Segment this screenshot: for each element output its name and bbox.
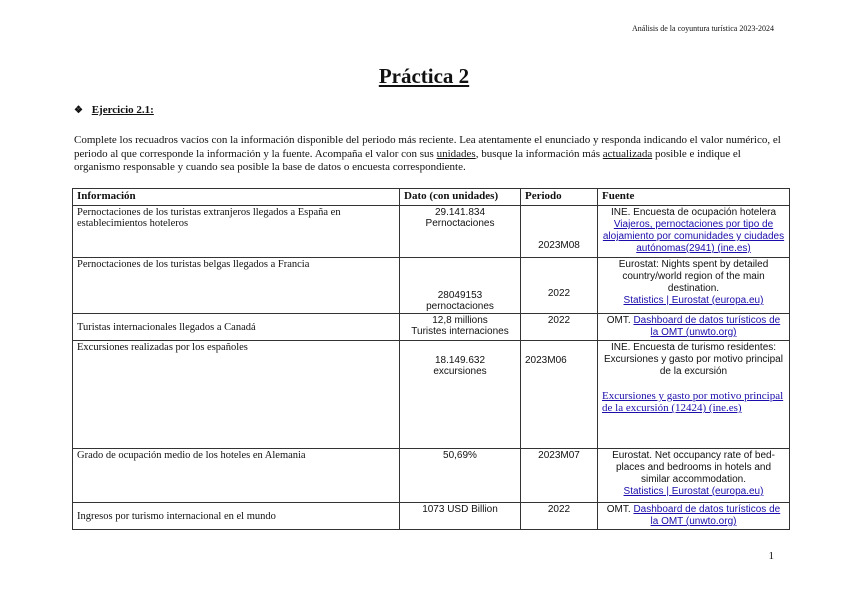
cell-info: Pernoctaciones de los turistas extranjeros llegados a España en establecimientos hoteleros (73, 206, 400, 258)
table-header-row (73, 189, 790, 206)
dato-value: 29.141.834 (434, 207, 486, 218)
cell-dato[interactable] (400, 258, 521, 314)
cell-info: Turistas internacionales llegados a Canadá (73, 314, 400, 341)
dato-unit: Pernoctaciones (425, 218, 495, 229)
intro-underlined-units: unidades (436, 147, 476, 160)
table-row (73, 341, 790, 449)
cell-dato[interactable] (400, 341, 521, 449)
cell-fuente (598, 449, 790, 503)
intro-text-1: Complete los recuadros vacíos con la información disponible del periodo más reciente. Lea atentamente el enunciado y responda indicando el valor numérico, el periodo al que corresponde la información y la fuente. Acompaña el valor con sus (74, 134, 781, 160)
intro-underlined-updated: actualizada (602, 147, 653, 160)
dato-unit: excursiones (433, 366, 487, 377)
cell-dato[interactable] (400, 314, 521, 341)
intro-paragraph (74, 134, 786, 175)
page-number: 1 (768, 550, 774, 562)
fuente-text: OMT. (606, 315, 631, 326)
cell-dato[interactable]: 1073 USD Billion (400, 503, 521, 530)
fuente-link[interactable]: Viajeros, pernoctaciones por tipo de alojamiento por comunidades y ciudades autónomas(2941) (ine.es) (602, 219, 785, 254)
cell-periodo[interactable]: 2022 (521, 314, 598, 341)
fuente-text: OMT. (606, 504, 631, 515)
intro-text-2: , busque la información más (475, 147, 603, 160)
table-row (73, 503, 790, 530)
cell-info: Grado de ocupación medio de los hoteles en Alemania (73, 449, 400, 503)
dato-value: 12,8 millions (432, 315, 488, 326)
fuente-link[interactable]: Statistics | Eurostat (europa.eu) (623, 486, 764, 497)
dato-value: 18.149.632 (434, 355, 486, 366)
fuente-text: Eurostat. Net occupancy rate of bed-places and bedrooms in hotels and similar accommodation. (612, 450, 775, 485)
header-periodo: Periodo (521, 189, 598, 206)
cell-fuente (598, 258, 790, 314)
fuente-link[interactable]: Dashboard de datos turísticos de la OMT (unwto.org) (633, 504, 781, 527)
cell-dato[interactable]: 50,69% (400, 449, 521, 503)
page-title: Práctica 2 (378, 64, 470, 88)
dato-value: 28049153 (437, 290, 483, 301)
dato-unit: Turistes internaciones (411, 326, 509, 337)
cell-fuente (598, 341, 790, 449)
fuente-link[interactable]: Excursiones y gasto por motivo principal de la excursión (12424) (ine.es) (602, 390, 784, 414)
cell-periodo[interactable]: 2023M08 (521, 206, 598, 258)
fuente-link[interactable]: Dashboard de datos turísticos de la OMT (unwto.org) (633, 315, 781, 338)
table-row (73, 449, 790, 503)
cell-dato[interactable] (400, 206, 521, 258)
cell-info: Ingresos por turismo internacional en el mundo (73, 503, 400, 530)
intro-text-3: posible e indique el organismo responsable y cuando sea posible la base de datos o encuesta correspondiente. (74, 147, 741, 173)
table-row (73, 258, 790, 314)
cell-periodo[interactable]: 2022 (521, 503, 598, 530)
data-table (72, 188, 790, 530)
fuente-text: INE. Encuesta de ocupación hotelera (610, 207, 777, 218)
exercise-heading (74, 104, 154, 116)
diamond-bullet-icon: ❖ (74, 105, 83, 116)
table-row (73, 314, 790, 341)
cell-periodo[interactable]: 2022 (521, 258, 598, 314)
exercise-label: Ejercicio 2.1: (91, 104, 154, 116)
fuente-text: Eurostat: Nights spent by detailed country/world region of the main destination. (618, 259, 769, 294)
cell-fuente (598, 503, 790, 530)
cell-info: Pernoctaciones de los turistas belgas llegados a Francia (73, 258, 400, 314)
fuente-text: INE. Encuesta de turismo residentes: Excursiones y gasto por motivo principal de la excursión (604, 342, 783, 377)
cell-info: Excursiones realizadas por los españoles (73, 341, 400, 449)
cell-fuente (598, 206, 790, 258)
fuente-link[interactable]: Statistics | Eurostat (europa.eu) (623, 295, 764, 306)
header-fuente: Fuente (598, 189, 790, 206)
cell-periodo[interactable]: 2023M07 (521, 449, 598, 503)
cell-periodo[interactable]: 2023M06 (521, 341, 598, 449)
cell-fuente (598, 314, 790, 341)
header-note: Análisis de la coyuntura turística 2023-2024 (632, 24, 774, 33)
header-dato: Dato (con unidades) (400, 189, 521, 206)
table-row (73, 206, 790, 258)
header-informacion: Información (73, 189, 400, 206)
dato-unit: pernoctaciones (426, 301, 494, 312)
